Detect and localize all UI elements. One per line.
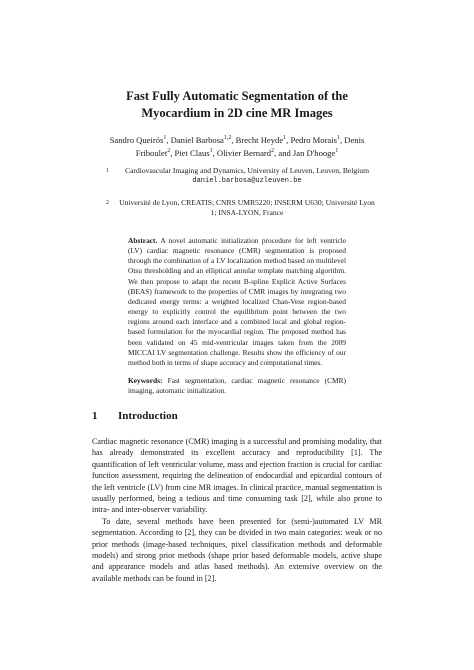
author-name: and Jan D'hooge (278, 147, 336, 158)
author-affiliation-mark: 1,2 (223, 135, 232, 142)
keywords-label: Keywords: (128, 376, 163, 385)
author-name: Piet Claus (174, 147, 210, 158)
affiliation-number: 1 (106, 168, 109, 174)
author-affiliation-mark: 1 (209, 147, 213, 154)
affiliation-text-cont: 1; INSA-LYON, France (210, 208, 284, 217)
affiliation-text: Cardiovascular Imaging and Dynamics, University of Leuven, Leuven, Belgium (125, 166, 369, 175)
author-name: Denis (344, 135, 365, 145)
author-affiliation-mark: 1 (335, 147, 339, 154)
abstract (128, 236, 346, 368)
keywords (128, 376, 346, 396)
author-affiliation-mark: 2 (167, 147, 171, 154)
author-name: Sandro Queirós (109, 135, 164, 145)
title-line-2: Myocardium in 2D cine MR Images (141, 106, 333, 120)
author-email[interactable]: daniel.barbosa@uzleuven.be (192, 177, 302, 185)
author-affiliation-mark: 1 (283, 135, 287, 142)
affiliation-text: Université de Lyon, CREATIS; CNRS UMR5220; INSERM U630; Université Lyon (119, 198, 375, 207)
section-number: 1 (92, 410, 98, 422)
affiliation-1 (106, 166, 382, 186)
author-name: Pedro Morais (290, 135, 337, 145)
title-line-1: Fast Fully Automatic Segmentation of the (126, 89, 348, 103)
author-line-2: Friboulet$^2$, Piet Claus$^1$, Olivier Bernard$^2$, and Jan D'hooge$^1$ (135, 147, 339, 158)
affiliation-number: 2 (106, 200, 109, 206)
paragraph: To date, several methods have been presented for (semi-)automated LV MR segmentation. According to [2], they can be divided in two main categories: weak or no prior methods (image-based techniques, pixel classification methods and deformable models) and strong prior methods (shape prior based deformable models, active shape and appearance models and atlas based methods). An extensive overview on the available methods can be found in [2]. (92, 516, 382, 583)
paragraph: Cardiac magnetic resonance (CMR) imaging is a successful and promising modality, that has already demonstrated its excellent accuracy and reproducibility [1]. The quantification of left ventricular volume, mass and ejection fraction is crucial for cardiac function assessment, requiring the delineation of endocardial and epicardial contours of the left ventricle (LV) from cine MR images. In clinical practice, manual segmentation is usually performed, being a tedious and time consuming task [2], while also prone to intra- and inter-observer variability. (92, 437, 382, 515)
author-list (95, 134, 379, 159)
author-name: Olivier Bernard (216, 147, 272, 158)
abstract-text: A novel automatic initialization procedure for left ventricle (LV) cardiac magnetic resonance (CMR) segmentation is proposed through the combination of a LV localization method based on multilevel Otsu thresholding and an elliptical annular template matching algorithm. We then propose to adapt the recent B-spline Explicit Active Surfaces (BEAS) framework to the properties of CMR images by integrating two dedicated energy terms: a weighted localized Chan-Vese region-based energy to explicitly control the equilibrium point between the two regions around each interface and a combined local and global region-based formulation for the myocardial region. The proposed method has been validated on 45 mid-ventricular images taken from the 2009 MICCAI LV segmentation challenge. Results show the efficiency of our method both in terms of shape accuracy and computational times. (128, 236, 346, 367)
author-name: Friboulet (135, 147, 168, 158)
author-affiliation-mark: 1 (163, 135, 167, 142)
author-affiliation-mark: 1 (336, 135, 340, 142)
paper-title (0, 88, 474, 122)
section-title: Introduction (118, 410, 178, 422)
author-line-1: Sandro Queirós$^1$, Daniel Barbosa$^{1,2}$, Brecht Heyde$^1$, Pedro Morais$^1$, Denis (109, 135, 365, 145)
abstract-label: Abstract. (128, 236, 158, 245)
author-name: Brecht Heyde (235, 135, 284, 145)
author-affiliation-mark: 2 (271, 147, 275, 154)
section-heading (92, 410, 178, 422)
keywords-text: Fast segmentation, cardiac magnetic resonance (CMR) imaging, automatic initialization. (128, 376, 346, 396)
body-text (92, 436, 382, 584)
affiliation-2 (106, 198, 382, 218)
author-name: Daniel Barbosa (170, 135, 224, 145)
